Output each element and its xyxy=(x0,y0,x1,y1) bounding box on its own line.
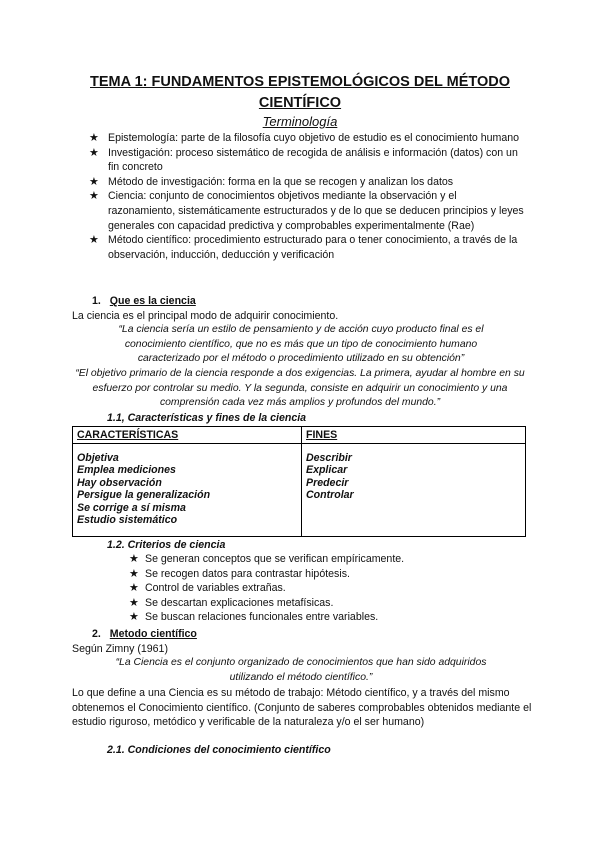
table-cell: Estudio sistemático xyxy=(77,514,178,527)
list-item: ★ Ciencia: conjunto de conocimientos objetivos mediante la observación y el razonamiento, sistemáticamente estructurados y de lo que se deducen principios y leyes generales con capacidad predictiva y comprobables experimentalmente (Rae) xyxy=(89,190,524,232)
star-bullet-icon: ★ xyxy=(89,234,99,247)
table-header-purposes: FINES xyxy=(302,427,526,444)
list-item: ★ Se descartan explicaciones metafísicas. xyxy=(129,596,334,609)
star-bullet-icon: ★ xyxy=(89,175,99,188)
table-cell: Persigue la generalización xyxy=(77,489,211,502)
list-item: ★ Se buscan relaciones funcionales entre variables. xyxy=(129,611,379,624)
terminology-list xyxy=(85,131,525,262)
star-bullet-icon: ★ xyxy=(89,190,99,203)
characteristics-table xyxy=(72,426,526,537)
table-cell: Se corrige a sí misma xyxy=(77,501,186,514)
star-bullet-icon: ★ xyxy=(129,596,139,609)
table-cell: Describir xyxy=(306,452,352,464)
section1-quote1: “La ciencia sería un estilo de pensamiento y de acción cuyo producto final es el conocimiento científico, que no es más que un tipo de conocimiento humano caracterizado por el método o procedimiento utilizado en su obtención” xyxy=(118,324,484,365)
section1-quote2: “El objetivo primario de la ciencia responde a dos exigencias. La primera, ayudar al hombre en su esfuerzo por controlar su medio. Y la segunda, consiste en adquirir un conocimiento y una comprensión cada vez más amplios y profundos del mundo.” xyxy=(75,368,525,409)
table-cell: Hay observación xyxy=(77,476,162,489)
subsection-1-2-heading: 1.2. Criterios de ciencia xyxy=(107,539,226,551)
star-bullet-icon: ★ xyxy=(129,582,139,595)
list-item: ★ Control de variables extrañas. xyxy=(129,582,286,595)
section2-quote: “La Ciencia es el conjunto organizado de conocimientos que han sido adquiridos utilizando el método científico.” xyxy=(115,657,487,683)
list-item: ★ Investigación: proceso sistemático de recogida de análisis e información (datos) con un fin concreto xyxy=(89,146,518,174)
table-cell: Objetiva xyxy=(77,452,119,464)
list-item: ★ Método de investigación: forma en la que se recogen y analizan los datos xyxy=(89,175,454,188)
list-item: ★ Se generan conceptos que se verifican empíricamente. xyxy=(129,553,405,565)
list-item: ★ Se recogen datos para contrastar hipótesis. xyxy=(129,567,350,580)
section2-author: Según Zimny (1961) xyxy=(72,643,168,655)
criteria-list xyxy=(125,552,505,625)
section2-paragraph: Lo que define a una Ciencia es su método de trabajo: Método científico, y a través del mismo obtenemos el Conocimiento científico. (Conjunto de saberes comprobables obtenidos mediante el estudio riguroso, metódico y verificable de la naturaleza y/o el ser humano) xyxy=(72,687,532,729)
section1-intro: La ciencia es el principal modo de adquirir conocimiento. xyxy=(72,310,339,322)
list-item: ★ Método científico: procedimiento estructurado para o tener conocimiento, a través de la observación, inducción, deducción y verificación xyxy=(89,234,518,261)
star-bullet-icon: ★ xyxy=(129,553,139,565)
subsection-2-1-heading: 2.1. Condiciones del conocimiento científico xyxy=(107,744,331,756)
table-cell: Emplea mediciones xyxy=(77,464,176,477)
list-item: ★ Epistemología: parte de la filosofía cuyo objetivo de estudio es el conocimiento humano xyxy=(89,132,520,144)
star-bullet-icon: ★ xyxy=(129,567,139,580)
table-cell: Controlar xyxy=(306,489,354,502)
star-bullet-icon: ★ xyxy=(89,146,99,159)
table-cell: Explicar xyxy=(306,464,348,477)
star-bullet-icon: ★ xyxy=(89,132,99,144)
table-header-characteristics: CARACTERÍSTICAS xyxy=(73,427,302,444)
characteristics-cell xyxy=(73,444,302,537)
terminology-heading: Terminología xyxy=(262,114,338,129)
table-cell: Predecir xyxy=(306,476,349,489)
section1-heading: 1. Que es la ciencia xyxy=(92,295,196,307)
star-bullet-icon: ★ xyxy=(129,611,139,624)
subsection-1-1-heading: 1.1, Características y fines de la ciencia xyxy=(107,412,307,424)
page-title: TEMA 1: FUNDAMENTOS EPISTEMOLÓGICOS DEL MÉTODO CIENTÍFICO xyxy=(90,74,510,111)
section2-heading: 2. Metodo científico xyxy=(92,628,197,640)
purposes-cell xyxy=(302,444,526,537)
